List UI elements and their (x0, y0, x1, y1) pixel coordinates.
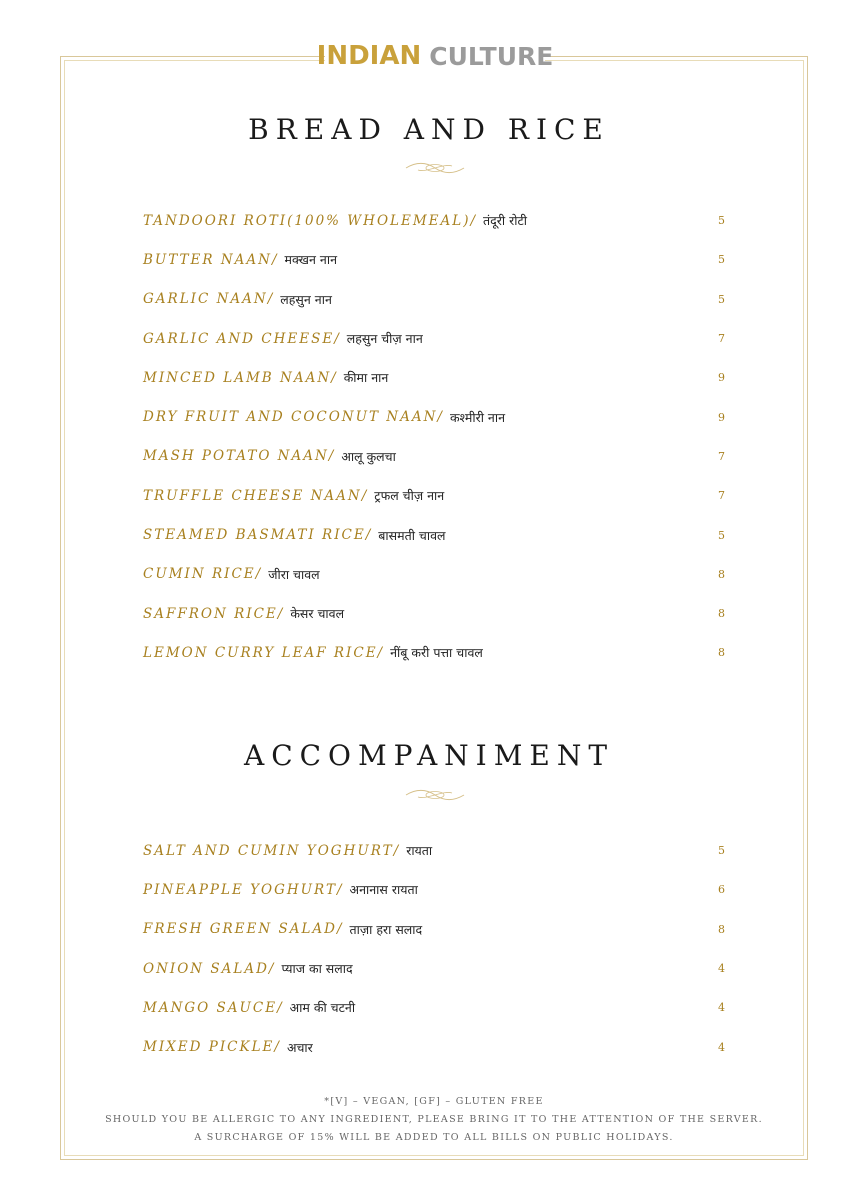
footer-legend: *[V] – VEGAN, [GF] – GLUTEN FREE (324, 1096, 544, 1107)
item-hindi-name: नींबू करी पत्ता चावल (390, 645, 483, 661)
item-name: MINCED LAMB NAAN/ (143, 369, 338, 386)
item-hindi-name: कीमा नान (343, 370, 389, 386)
item-name: SALT AND CUMIN YOGHURT/ (143, 842, 401, 859)
accompaniment-list (143, 831, 733, 1067)
menu-item (143, 870, 733, 909)
menu-item (143, 280, 733, 319)
menu-item (143, 476, 733, 515)
item-hindi-name: आलू कुलचा (341, 448, 396, 464)
menu-item (143, 831, 733, 870)
item-name: SAFFRON RICE/ (143, 605, 285, 622)
menu-item (143, 201, 733, 240)
item-hindi-name: केसर चावल (290, 606, 345, 622)
menu-item (143, 910, 733, 949)
item-price: 7 (718, 332, 725, 346)
item-price: 5 (718, 844, 725, 858)
item-name: MIXED PICKLE/ (143, 1039, 281, 1056)
item-hindi-name: प्याज का सलाद (281, 961, 353, 977)
item-price: 9 (718, 410, 725, 424)
item-hindi-name: अचार (286, 1039, 313, 1055)
item-hindi-name: बासमती चावल (378, 527, 446, 543)
item-name: MANGO SAUCE/ (143, 999, 284, 1016)
menu-item (143, 1027, 733, 1066)
menu-item (143, 358, 733, 397)
item-hindi-name: कश्मीरी नान (449, 409, 506, 425)
item-hindi-name: जीरा चावल (268, 566, 320, 582)
item-name: GARLIC NAAN/ (143, 291, 275, 308)
menu-item (143, 437, 733, 476)
footer-allergy-note: SHOULD YOU BE ALLERGIC TO ANY INGREDIENT, PLEASE BRING IT TO THE ATTENTION OF THE SERVER. (105, 1114, 763, 1125)
menu-item (143, 988, 733, 1027)
item-hindi-name: अनानास रायता (349, 882, 418, 898)
item-hindi-name: ट्रफल चीज़ नान (374, 488, 445, 504)
item-name: TANDOORI ROTI(100% WHOLEMEAL)/ (143, 212, 478, 229)
flourish-divider-icon (404, 161, 466, 175)
item-price: 5 (718, 253, 725, 267)
item-price: 4 (718, 962, 725, 976)
menu-item (143, 555, 733, 594)
item-price: 8 (718, 646, 725, 660)
item-price: 5 (718, 292, 725, 306)
item-price: 7 (718, 489, 725, 503)
item-price: 8 (718, 922, 725, 936)
bread-and-rice-list (143, 201, 733, 673)
item-price: 5 (718, 528, 725, 542)
item-price: 9 (718, 371, 725, 385)
item-name: LEMON CURRY LEAF RICE/ (143, 644, 385, 661)
item-name: BUTTER NAAN/ (143, 251, 279, 268)
menu-item (143, 515, 733, 554)
item-hindi-name: मक्खन नान (284, 252, 338, 268)
item-price: 4 (718, 1001, 725, 1015)
item-price: 8 (718, 567, 725, 581)
item-hindi-name: तंदूरी रोटी (483, 213, 528, 229)
menu-item (143, 319, 733, 358)
item-hindi-name: आम की चटनी (289, 1000, 356, 1016)
item-price: 8 (718, 607, 725, 621)
restaurant-logo (316, 36, 554, 76)
menu-item (143, 594, 733, 633)
item-name: PINEAPPLE YOGHURT/ (143, 881, 344, 898)
menu-item (143, 633, 733, 672)
menu-item (143, 397, 733, 436)
item-price: 5 (718, 214, 725, 228)
item-price: 6 (718, 883, 725, 897)
footer-surcharge-note: A SURCHARGE OF 15% WILL BE ADDED TO ALL BILLS ON PUBLIC HOLIDAYS. (194, 1132, 674, 1143)
section-title-accompaniment: ACCOMPANIMENT (243, 739, 615, 772)
item-hindi-name: ताज़ा हरा सलाद (349, 921, 423, 937)
item-hindi-name: लहसुन नान (280, 291, 332, 307)
item-name: TRUFFLE CHEESE NAAN/ (143, 487, 369, 504)
logo-text-indian: INDIAN (316, 41, 422, 71)
item-name: GARLIC AND CHEESE/ (143, 330, 341, 347)
item-name: FRESH GREEN SALAD/ (143, 921, 344, 938)
flourish-divider-icon (404, 788, 466, 802)
menu-item (143, 949, 733, 988)
item-price: 7 (718, 449, 725, 463)
item-name: CUMIN RICE/ (143, 566, 263, 583)
item-hindi-name: लहसुन चीज़ नान (346, 331, 423, 347)
menu-item (143, 240, 733, 279)
item-name: MASH POTATO NAAN/ (143, 448, 336, 465)
item-hindi-name: रायता (406, 843, 433, 859)
section-title-bread-and-rice: BREAD AND RICE (248, 113, 610, 146)
item-name: DRY FRUIT AND COCONUT NAAN/ (143, 409, 444, 426)
item-name: ONION SALAD/ (143, 960, 276, 977)
item-name: STEAMED BASMATI RICE/ (143, 527, 373, 544)
item-price: 4 (718, 1040, 725, 1054)
logo-text-culture: CULTURE (429, 41, 554, 71)
